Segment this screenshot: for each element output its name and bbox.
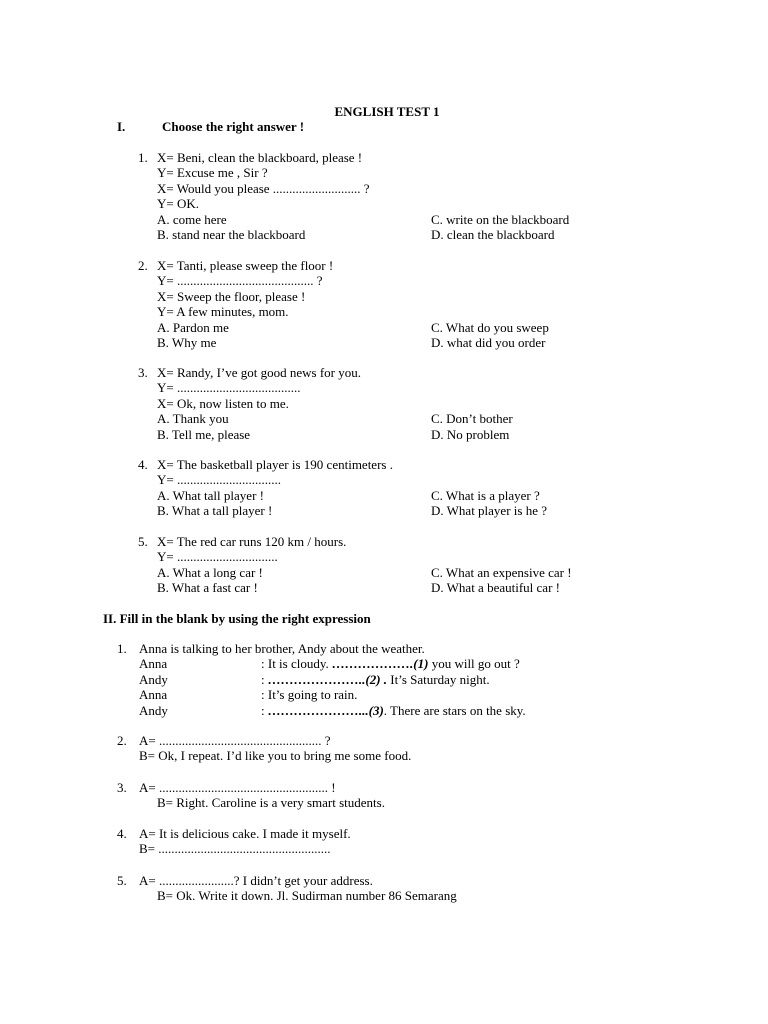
dialog-line: Y= ...................................... bbox=[157, 380, 301, 396]
option-d: D. clean the blackboard bbox=[431, 226, 555, 242]
question-number: 3. bbox=[138, 365, 148, 380]
dialog-line: X= Sweep the floor, please ! bbox=[157, 288, 306, 304]
line-text: : It’s going to rain. bbox=[261, 687, 358, 703]
fill-question-4 bbox=[117, 826, 737, 857]
blank-marker: …………………..(2) . bbox=[267, 671, 388, 687]
question-number: 1. bbox=[117, 641, 127, 656]
question-intro: Anna is talking to her brother, Andy about the weather. bbox=[139, 641, 425, 656]
line-b: B= ..................................................... bbox=[139, 841, 331, 857]
dialog-line: X= Ok, now listen to me. bbox=[157, 395, 289, 411]
line-text: : It is cloudy. bbox=[261, 656, 333, 672]
dialog-row bbox=[139, 672, 737, 687]
fill-question-3 bbox=[117, 780, 737, 811]
option-b: B. Tell me, please bbox=[157, 426, 251, 442]
mc-question-3 bbox=[138, 365, 738, 442]
option-d: D. No problem bbox=[431, 426, 510, 442]
speaker: Andy bbox=[139, 671, 168, 687]
dialog-line: Y= Excuse me , Sir ? bbox=[157, 165, 268, 181]
mc-question-2 bbox=[138, 258, 738, 350]
speaker: Anna bbox=[139, 656, 168, 672]
fill-question-1 bbox=[117, 641, 737, 718]
question-number: 4. bbox=[138, 457, 148, 472]
blank-marker: …………………...(3) bbox=[267, 702, 384, 718]
section-1-heading bbox=[117, 119, 304, 134]
line-text: . There are stars on the sky. bbox=[383, 702, 526, 718]
line-text: : bbox=[261, 702, 268, 718]
fill-question-2 bbox=[117, 733, 737, 764]
mc-question-4 bbox=[138, 457, 738, 519]
mc-question-1 bbox=[138, 150, 738, 242]
speaker: Andy bbox=[139, 702, 168, 718]
section-1-text: Choose the right answer ! bbox=[162, 119, 305, 134]
option-a: A. What a long car ! bbox=[157, 564, 263, 580]
dialog-line: X= Tanti, please sweep the floor ! bbox=[157, 258, 334, 273]
question-number: 2. bbox=[138, 258, 148, 273]
option-a: A. What tall player ! bbox=[157, 487, 264, 503]
dialog-row bbox=[139, 656, 737, 671]
speaker: Anna bbox=[139, 687, 168, 703]
option-b: B. What a tall player ! bbox=[157, 503, 273, 519]
blank-marker: ……………….(1) bbox=[332, 656, 429, 672]
dialog-line: X= Would you please ........................... ? bbox=[157, 180, 370, 196]
option-d: D. What a beautiful car ! bbox=[431, 580, 560, 596]
dialog-row bbox=[139, 687, 737, 702]
dialog-line: X= The red car runs 120 km / hours. bbox=[157, 534, 347, 549]
option-c: C. Don’t bother bbox=[431, 411, 513, 427]
line-text: : bbox=[261, 671, 268, 687]
line-b: B= Ok. Write it down. Jl. Sudirman number 86 Semarang bbox=[157, 888, 457, 904]
line-b: B= Right. Caroline is a very smart students. bbox=[157, 795, 385, 811]
option-b: B. stand near the blackboard bbox=[157, 226, 306, 242]
section-1-number: I. bbox=[117, 119, 126, 134]
line-b: B= Ok, I repeat. I’d like you to bring me some food. bbox=[139, 748, 412, 764]
option-c: C. What do you sweep bbox=[431, 319, 549, 335]
option-b: B. Why me bbox=[157, 334, 217, 350]
question-number: 2. bbox=[117, 733, 127, 748]
dialog-line: Y= .......................................... ? bbox=[157, 273, 323, 289]
line-text: you will go out ? bbox=[428, 656, 520, 672]
option-c: C. What an expensive car ! bbox=[431, 564, 572, 580]
option-b: B. What a fast car ! bbox=[157, 580, 258, 596]
dialog-line: X= Randy, I’ve got good news for you. bbox=[157, 365, 361, 380]
option-c: C. What is a player ? bbox=[431, 487, 540, 503]
line-a: A= .................................................. ? bbox=[139, 733, 331, 748]
fill-question-5 bbox=[117, 873, 737, 904]
dialog-row bbox=[139, 703, 737, 718]
line-a: A= It is delicious cake. I made it myself. bbox=[139, 826, 351, 841]
option-c: C. write on the blackboard bbox=[431, 211, 570, 227]
question-number: 5. bbox=[117, 873, 127, 888]
dialog-line: Y= A few minutes, mom. bbox=[157, 304, 289, 320]
option-d: D. what did you order bbox=[431, 334, 546, 350]
line-a: A= .................................................... ! bbox=[139, 780, 336, 795]
question-number: 1. bbox=[138, 150, 148, 165]
question-number: 4. bbox=[117, 826, 127, 841]
dialog-line: Y= ................................ bbox=[157, 472, 281, 488]
test-title: ENGLISH TEST 1 bbox=[334, 104, 440, 119]
dialog-line: X= The basketball player is 190 centimeters . bbox=[157, 457, 393, 472]
question-number: 5. bbox=[138, 534, 148, 549]
question-number: 3. bbox=[117, 780, 127, 795]
dialog-line: X= Beni, clean the blackboard, please ! bbox=[157, 150, 363, 165]
dialog-line: Y= ............................... bbox=[157, 549, 278, 565]
mc-question-5 bbox=[138, 534, 738, 596]
section-2-heading: II. Fill in the blank by using the right expression bbox=[103, 611, 371, 626]
option-d: D. What player is he ? bbox=[431, 503, 547, 519]
line-a: A= .......................? I didn’t get your address. bbox=[139, 873, 373, 888]
option-a: A. come here bbox=[157, 211, 227, 227]
option-a: A. Thank you bbox=[157, 411, 229, 427]
line-text: It’s Saturday night. bbox=[387, 671, 490, 687]
dialog-line: Y= OK. bbox=[157, 196, 199, 212]
option-a: A. Pardon me bbox=[157, 319, 229, 335]
